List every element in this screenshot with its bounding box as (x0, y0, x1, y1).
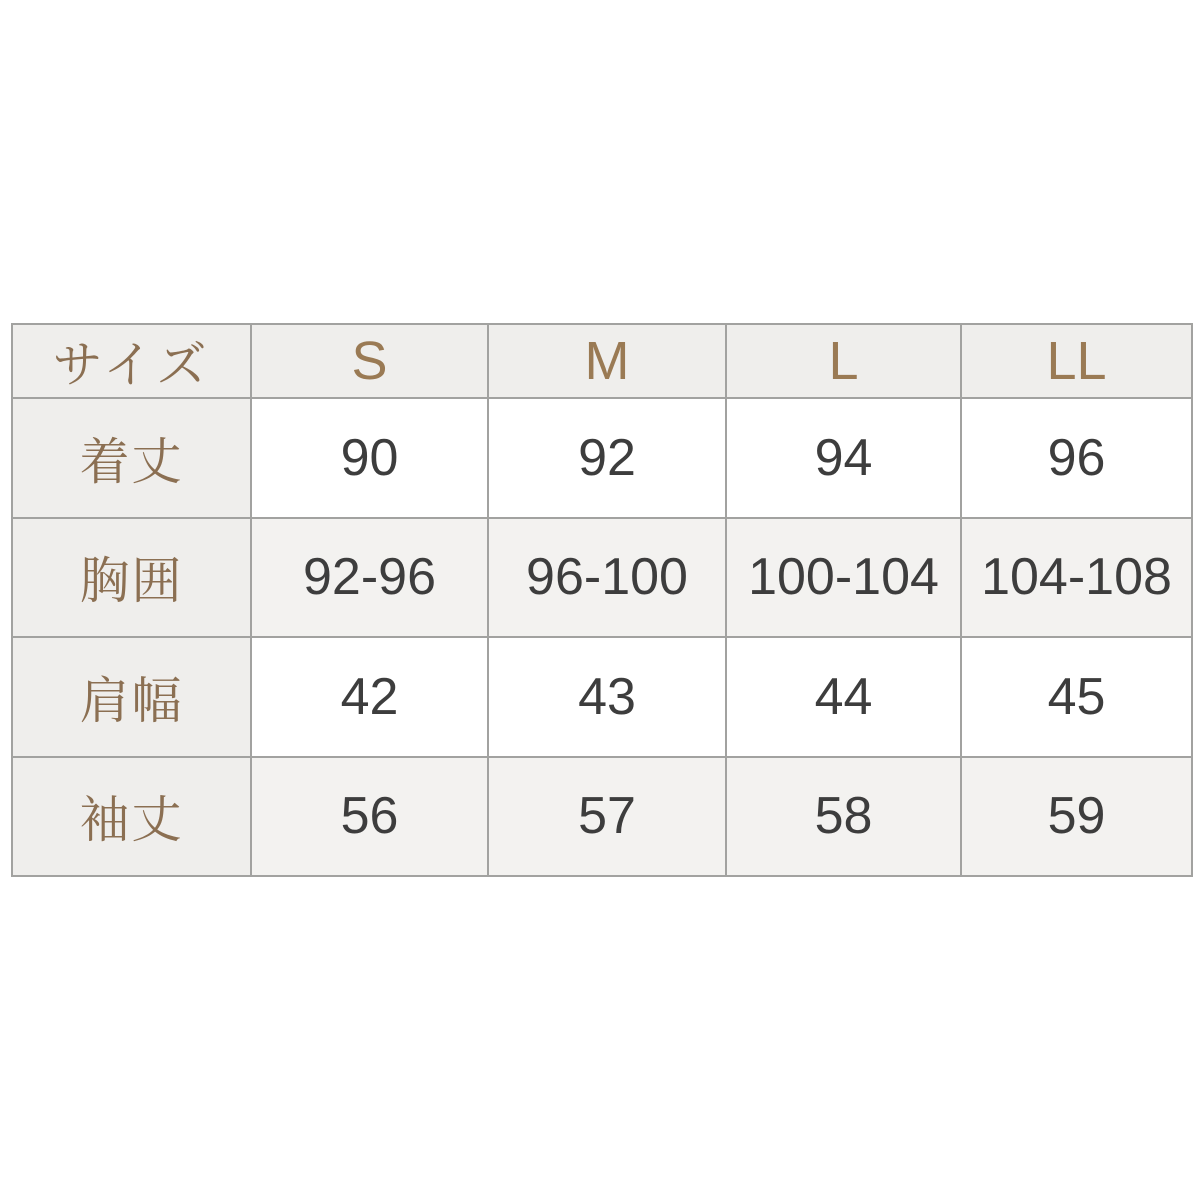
row-label-sleeve: 袖丈 (12, 757, 251, 877)
value-cell: 45 (961, 637, 1192, 757)
size-chart-table (11, 323, 1193, 877)
table-row-length (12, 398, 1192, 518)
value-cell: 44 (726, 637, 961, 757)
table-row-chest (12, 518, 1192, 638)
row-label-length: 着丈 (12, 398, 251, 518)
value-cell: 104-108 (961, 518, 1192, 638)
value-cell: 59 (961, 757, 1192, 877)
value-cell: 94 (726, 398, 961, 518)
value-cell: 100-104 (726, 518, 961, 638)
value-cell: 43 (488, 637, 726, 757)
value-cell: 96-100 (488, 518, 726, 638)
value-cell: 92-96 (251, 518, 488, 638)
header-row (12, 324, 1192, 398)
row-label-chest: 胸囲 (12, 518, 251, 638)
value-cell: 56 (251, 757, 488, 877)
row-label-shoulder: 肩幅 (12, 637, 251, 757)
table-row-sleeve (12, 757, 1192, 877)
value-cell: 57 (488, 757, 726, 877)
value-cell: 42 (251, 637, 488, 757)
value-cell: 96 (961, 398, 1192, 518)
column-header-ll: LL (961, 324, 1192, 398)
column-header-s: S (251, 324, 488, 398)
column-header-l: L (726, 324, 961, 398)
size-header-label: サイズ (12, 324, 251, 398)
value-cell: 90 (251, 398, 488, 518)
table-row-shoulder (12, 637, 1192, 757)
value-cell: 58 (726, 757, 961, 877)
value-cell: 92 (488, 398, 726, 518)
column-header-m: M (488, 324, 726, 398)
